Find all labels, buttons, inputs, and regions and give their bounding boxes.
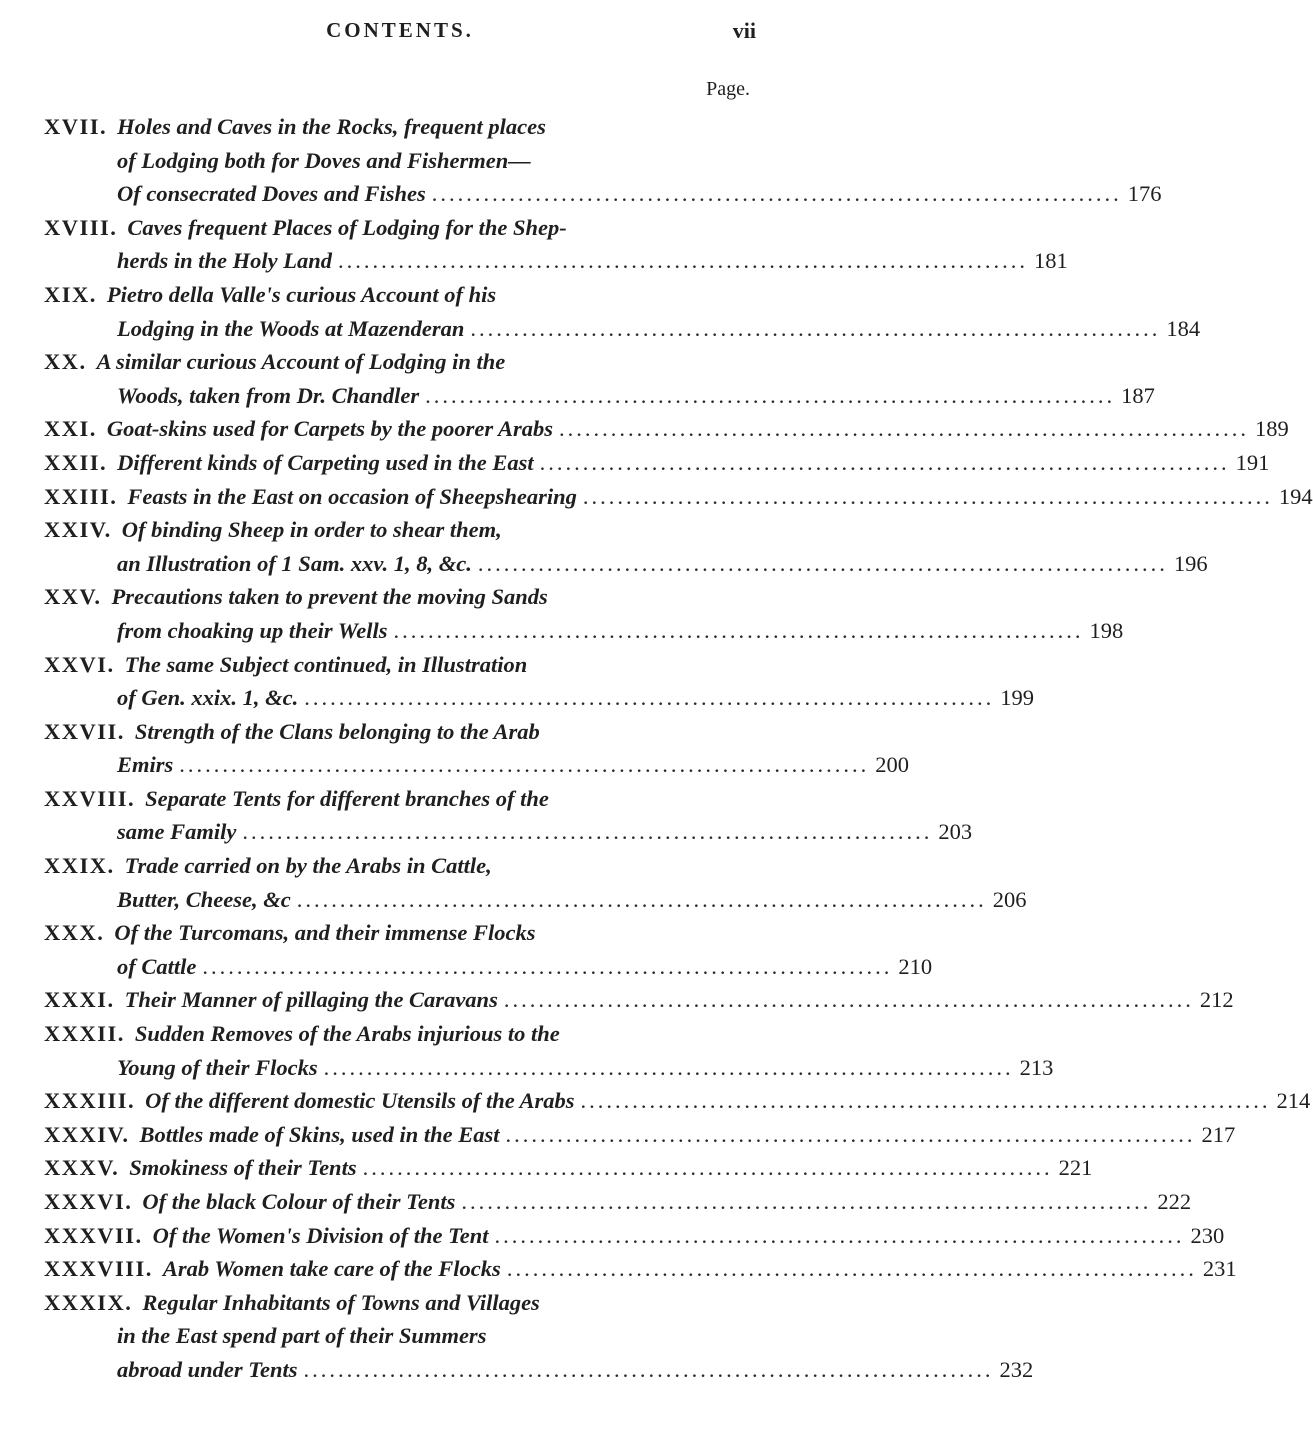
dot-leader: ................................................................................ bbox=[242, 819, 933, 845]
contents-entry bbox=[44, 278, 1201, 345]
dot-leader: ................................................................................ bbox=[179, 752, 870, 778]
page-number: 212 bbox=[1199, 987, 1234, 1013]
entry-line bbox=[44, 580, 754, 614]
dot-leader: ................................................................................ bbox=[461, 1189, 1152, 1214]
chapter-title-text: Of consecrated Doves and Fishes bbox=[117, 181, 426, 207]
entry-line bbox=[44, 547, 1208, 581]
contents-entry bbox=[44, 412, 1289, 446]
chapter-title-text: Of the Women's Division of the Tent bbox=[152, 1222, 489, 1248]
dot-leader: ................................................................................ bbox=[425, 382, 1116, 408]
chapter-number: XXII. bbox=[44, 449, 108, 475]
chapter-title-text: herds in the Holy Land bbox=[117, 248, 333, 274]
page-number: 210 bbox=[898, 953, 933, 979]
entry-line bbox=[44, 345, 754, 379]
chapter-number: XXI. bbox=[44, 416, 97, 442]
contents-entry bbox=[44, 1118, 1236, 1152]
entry-line bbox=[44, 244, 1068, 278]
chapter-title-text: Separate Tents for different branches of the bbox=[145, 785, 549, 811]
folio-number: vii bbox=[732, 18, 756, 43]
entry-line bbox=[44, 211, 754, 245]
contents-entry bbox=[44, 211, 1068, 278]
dot-leader: ................................................................................ bbox=[296, 886, 987, 912]
chapter-title-text: Of the different domestic Utensils of the Arabs bbox=[145, 1088, 575, 1114]
entry-line bbox=[44, 412, 1289, 446]
chapter-number: XVII. bbox=[44, 114, 108, 139]
chapter-title-text: Arab Women take care of the Flocks bbox=[162, 1256, 501, 1282]
dot-leader: ................................................................................ bbox=[505, 1121, 1196, 1147]
dot-leader: ................................................................................ bbox=[494, 1222, 1185, 1248]
page-number: 232 bbox=[999, 1356, 1034, 1382]
entry-line bbox=[44, 1051, 1054, 1085]
chapter-title-text: Their Manner of pillaging the Caravans bbox=[124, 987, 498, 1013]
contents-entry bbox=[44, 1151, 1093, 1185]
page-number: 217 bbox=[1201, 1121, 1236, 1147]
dot-leader: ................................................................................ bbox=[362, 1155, 1053, 1181]
chapter-number: XXX. bbox=[44, 920, 105, 946]
entry-line bbox=[44, 1118, 1236, 1152]
dot-leader: ................................................................................ bbox=[580, 1088, 1271, 1114]
chapter-title-text: Feasts in the East on occasion of Sheepshearing bbox=[127, 483, 577, 509]
dot-leader: ................................................................................ bbox=[303, 1356, 994, 1382]
entry-line bbox=[44, 1252, 1237, 1286]
contents-entry bbox=[44, 1017, 1054, 1084]
chapter-number: XVIII. bbox=[44, 214, 118, 240]
dot-leader: ................................................................................ bbox=[304, 685, 995, 711]
contents-list bbox=[44, 110, 1313, 1387]
chapter-number: XXXVIII. bbox=[44, 1256, 153, 1282]
chapter-title-text: Precautions taken to prevent the moving Sands bbox=[111, 584, 548, 610]
contents-entry bbox=[44, 1219, 1225, 1253]
chapter-title-text: Butter, Cheese, &c bbox=[117, 886, 291, 912]
entry-line bbox=[44, 1319, 754, 1353]
dot-leader: ................................................................................ bbox=[431, 181, 1122, 207]
entry-line bbox=[44, 379, 1155, 413]
entry-line bbox=[44, 1219, 1225, 1253]
dot-leader: ................................................................................ bbox=[503, 987, 1194, 1013]
page-number: 176 bbox=[1127, 181, 1162, 207]
page-number: 214 bbox=[1276, 1088, 1311, 1114]
page-number: 213 bbox=[1019, 1054, 1054, 1080]
entry-line bbox=[44, 916, 754, 950]
page-number: 221 bbox=[1058, 1155, 1093, 1181]
contents-entry bbox=[44, 446, 1270, 480]
chapter-number: XXV. bbox=[44, 584, 102, 610]
page-number: 206 bbox=[992, 886, 1027, 912]
page-number: 189 bbox=[1254, 416, 1289, 442]
chapter-title-text: an Illustration of 1 Sam. xxv. 1, 8, &c. bbox=[117, 550, 472, 576]
chapter-title-text: Caves frequent Places of Lodging for the Shep- bbox=[127, 214, 567, 240]
chapter-number: XXXV. bbox=[44, 1155, 120, 1181]
entry-line bbox=[44, 614, 1124, 648]
contents-entry bbox=[44, 513, 1208, 580]
contents-entry bbox=[44, 715, 910, 782]
page-number: 196 bbox=[1173, 550, 1208, 576]
entry-line bbox=[44, 1286, 754, 1320]
chapter-number: XXVII. bbox=[44, 718, 125, 744]
chapter-title-text: Bottles made of Skins, used in the East bbox=[139, 1121, 500, 1147]
contents-entry bbox=[44, 580, 1124, 647]
chapter-title-text: Holes and Caves in the Rocks, frequent places bbox=[117, 114, 546, 139]
contents-entry bbox=[44, 1185, 1192, 1219]
page-number: 222 bbox=[1157, 1189, 1192, 1214]
entry-line bbox=[44, 480, 1313, 514]
entry-line bbox=[44, 446, 1270, 480]
entry-line bbox=[44, 782, 754, 816]
entry-line bbox=[44, 110, 754, 144]
chapter-title-text: A similar curious Account of Lodging in the bbox=[96, 349, 506, 375]
chapter-title-text: of Cattle bbox=[117, 953, 197, 979]
dot-leader: ................................................................................ bbox=[506, 1256, 1197, 1282]
chapter-title-text: Different kinds of Carpeting used in the East bbox=[117, 449, 534, 475]
entry-line bbox=[44, 1185, 1192, 1219]
dot-leader: ................................................................................ bbox=[393, 617, 1084, 643]
chapter-title-text: Smokiness of their Tents bbox=[129, 1155, 357, 1181]
entry-line bbox=[44, 177, 1162, 211]
page-number: 199 bbox=[1000, 685, 1034, 711]
chapter-number: XXXVII. bbox=[44, 1222, 143, 1248]
chapter-number: XXXIX. bbox=[44, 1289, 133, 1315]
entry-line bbox=[44, 715, 754, 749]
page-number: 181 bbox=[1034, 248, 1068, 274]
running-title: CONTENTS. bbox=[326, 18, 474, 42]
contents-entry bbox=[44, 1084, 1311, 1118]
chapter-title-text: Of binding Sheep in order to shear them, bbox=[121, 517, 502, 543]
chapter-number: XXXII. bbox=[44, 1021, 125, 1047]
entry-line bbox=[44, 681, 1034, 715]
dot-leader: ................................................................................ bbox=[477, 550, 1168, 576]
dot-leader: ................................................................................ bbox=[558, 416, 1249, 442]
entry-line bbox=[44, 312, 1201, 346]
chapter-number: XXIX. bbox=[44, 853, 115, 879]
entry-line bbox=[44, 815, 973, 849]
chapter-title-text: of Lodging both for Doves and Fishermen— bbox=[117, 147, 531, 173]
entry-line bbox=[44, 1353, 1034, 1387]
page-column-label: Page. bbox=[706, 78, 750, 100]
entry-line bbox=[44, 144, 754, 178]
chapter-title-text: of Gen. xxix. 1, &c. bbox=[117, 685, 299, 711]
chapter-number: XXXIII. bbox=[44, 1088, 136, 1114]
page-number: 200 bbox=[875, 752, 910, 778]
chapter-number: XXXI. bbox=[44, 987, 115, 1013]
chapter-number: XXIII. bbox=[44, 483, 118, 509]
entry-line bbox=[44, 513, 754, 547]
contents-entry bbox=[44, 1252, 1237, 1286]
page-header bbox=[0, 18, 800, 58]
entry-line bbox=[44, 849, 754, 883]
page-number: 230 bbox=[1190, 1222, 1225, 1248]
dot-leader: ................................................................................ bbox=[470, 315, 1161, 341]
contents-entry bbox=[44, 480, 1313, 514]
entry-line bbox=[44, 748, 910, 782]
chapter-number: XIX. bbox=[44, 281, 97, 307]
contents-entry bbox=[44, 782, 973, 849]
page-number: 198 bbox=[1089, 617, 1124, 643]
entry-line bbox=[44, 1017, 754, 1051]
dot-leader: ................................................................................ bbox=[582, 483, 1273, 509]
contents-entry bbox=[44, 345, 1155, 412]
contents-entry bbox=[44, 1286, 1034, 1387]
contents-entry bbox=[44, 110, 1162, 211]
chapter-title-text: abroad under Tents bbox=[117, 1356, 298, 1382]
chapter-title-text: Lodging in the Woods at Mazenderan bbox=[117, 315, 465, 341]
contents-entry bbox=[44, 983, 1234, 1017]
chapter-title-text: Trade carried on by the Arabs in Cattle, bbox=[124, 853, 492, 879]
page-number: 184 bbox=[1166, 315, 1201, 341]
entry-line bbox=[44, 1084, 1311, 1118]
chapter-number: XX. bbox=[44, 349, 87, 375]
chapter-title-text: Young of their Flocks bbox=[117, 1054, 318, 1080]
chapter-title-text: Regular Inhabitants of Towns and Villages bbox=[142, 1289, 540, 1315]
chapter-title-text: The same Subject continued, in Illustration bbox=[124, 651, 528, 677]
chapter-title-text: Sudden Removes of the Arabs injurious to the bbox=[134, 1021, 560, 1047]
chapter-number: XXXIV. bbox=[44, 1121, 130, 1147]
entry-line bbox=[44, 950, 933, 984]
contents-entry bbox=[44, 849, 1027, 916]
entry-line bbox=[44, 983, 1234, 1017]
chapter-title-text: Woods, taken from Dr. Chandler bbox=[117, 382, 420, 408]
page-number: 231 bbox=[1202, 1256, 1237, 1282]
entry-line bbox=[44, 1151, 1093, 1185]
entry-line bbox=[44, 278, 754, 312]
dot-leader: ................................................................................ bbox=[539, 449, 1230, 475]
chapter-title-text: Strength of the Clans belonging to the Arab bbox=[134, 718, 540, 744]
chapter-number: XXVI. bbox=[44, 651, 115, 677]
chapter-title-text: in the East spend part of their Summers bbox=[117, 1323, 487, 1349]
chapter-title-text: Of the black Colour of their Tents bbox=[142, 1189, 456, 1214]
chapter-title-text: Of the Turcomans, and their immense Flocks bbox=[114, 920, 536, 946]
entry-line bbox=[44, 883, 1027, 917]
page-number: 191 bbox=[1235, 449, 1270, 475]
entry-line bbox=[44, 648, 754, 682]
dot-leader: ................................................................................ bbox=[202, 953, 893, 979]
page-number: 194 bbox=[1278, 483, 1313, 509]
dot-leader: ................................................................................ bbox=[338, 248, 1029, 274]
chapter-number: XXIV. bbox=[44, 517, 112, 543]
chapter-title-text: Pietro della Valle's curious Account of his bbox=[106, 281, 497, 307]
chapter-title-text: Goat-skins used for Carpets by the poorer Arabs bbox=[106, 416, 553, 442]
contents-entry bbox=[44, 648, 1034, 715]
chapter-title-text: Emirs bbox=[117, 752, 174, 778]
chapter-title-text: from choaking up their Wells bbox=[117, 617, 388, 643]
chapter-title-text: same Family bbox=[117, 819, 237, 845]
dot-leader: ................................................................................ bbox=[323, 1054, 1014, 1080]
chapter-number: XXXVI. bbox=[44, 1189, 133, 1214]
contents-entry bbox=[44, 916, 933, 983]
chapter-number: XXVIII. bbox=[44, 785, 136, 811]
page-number: 187 bbox=[1121, 382, 1155, 408]
page-number: 203 bbox=[938, 819, 973, 845]
